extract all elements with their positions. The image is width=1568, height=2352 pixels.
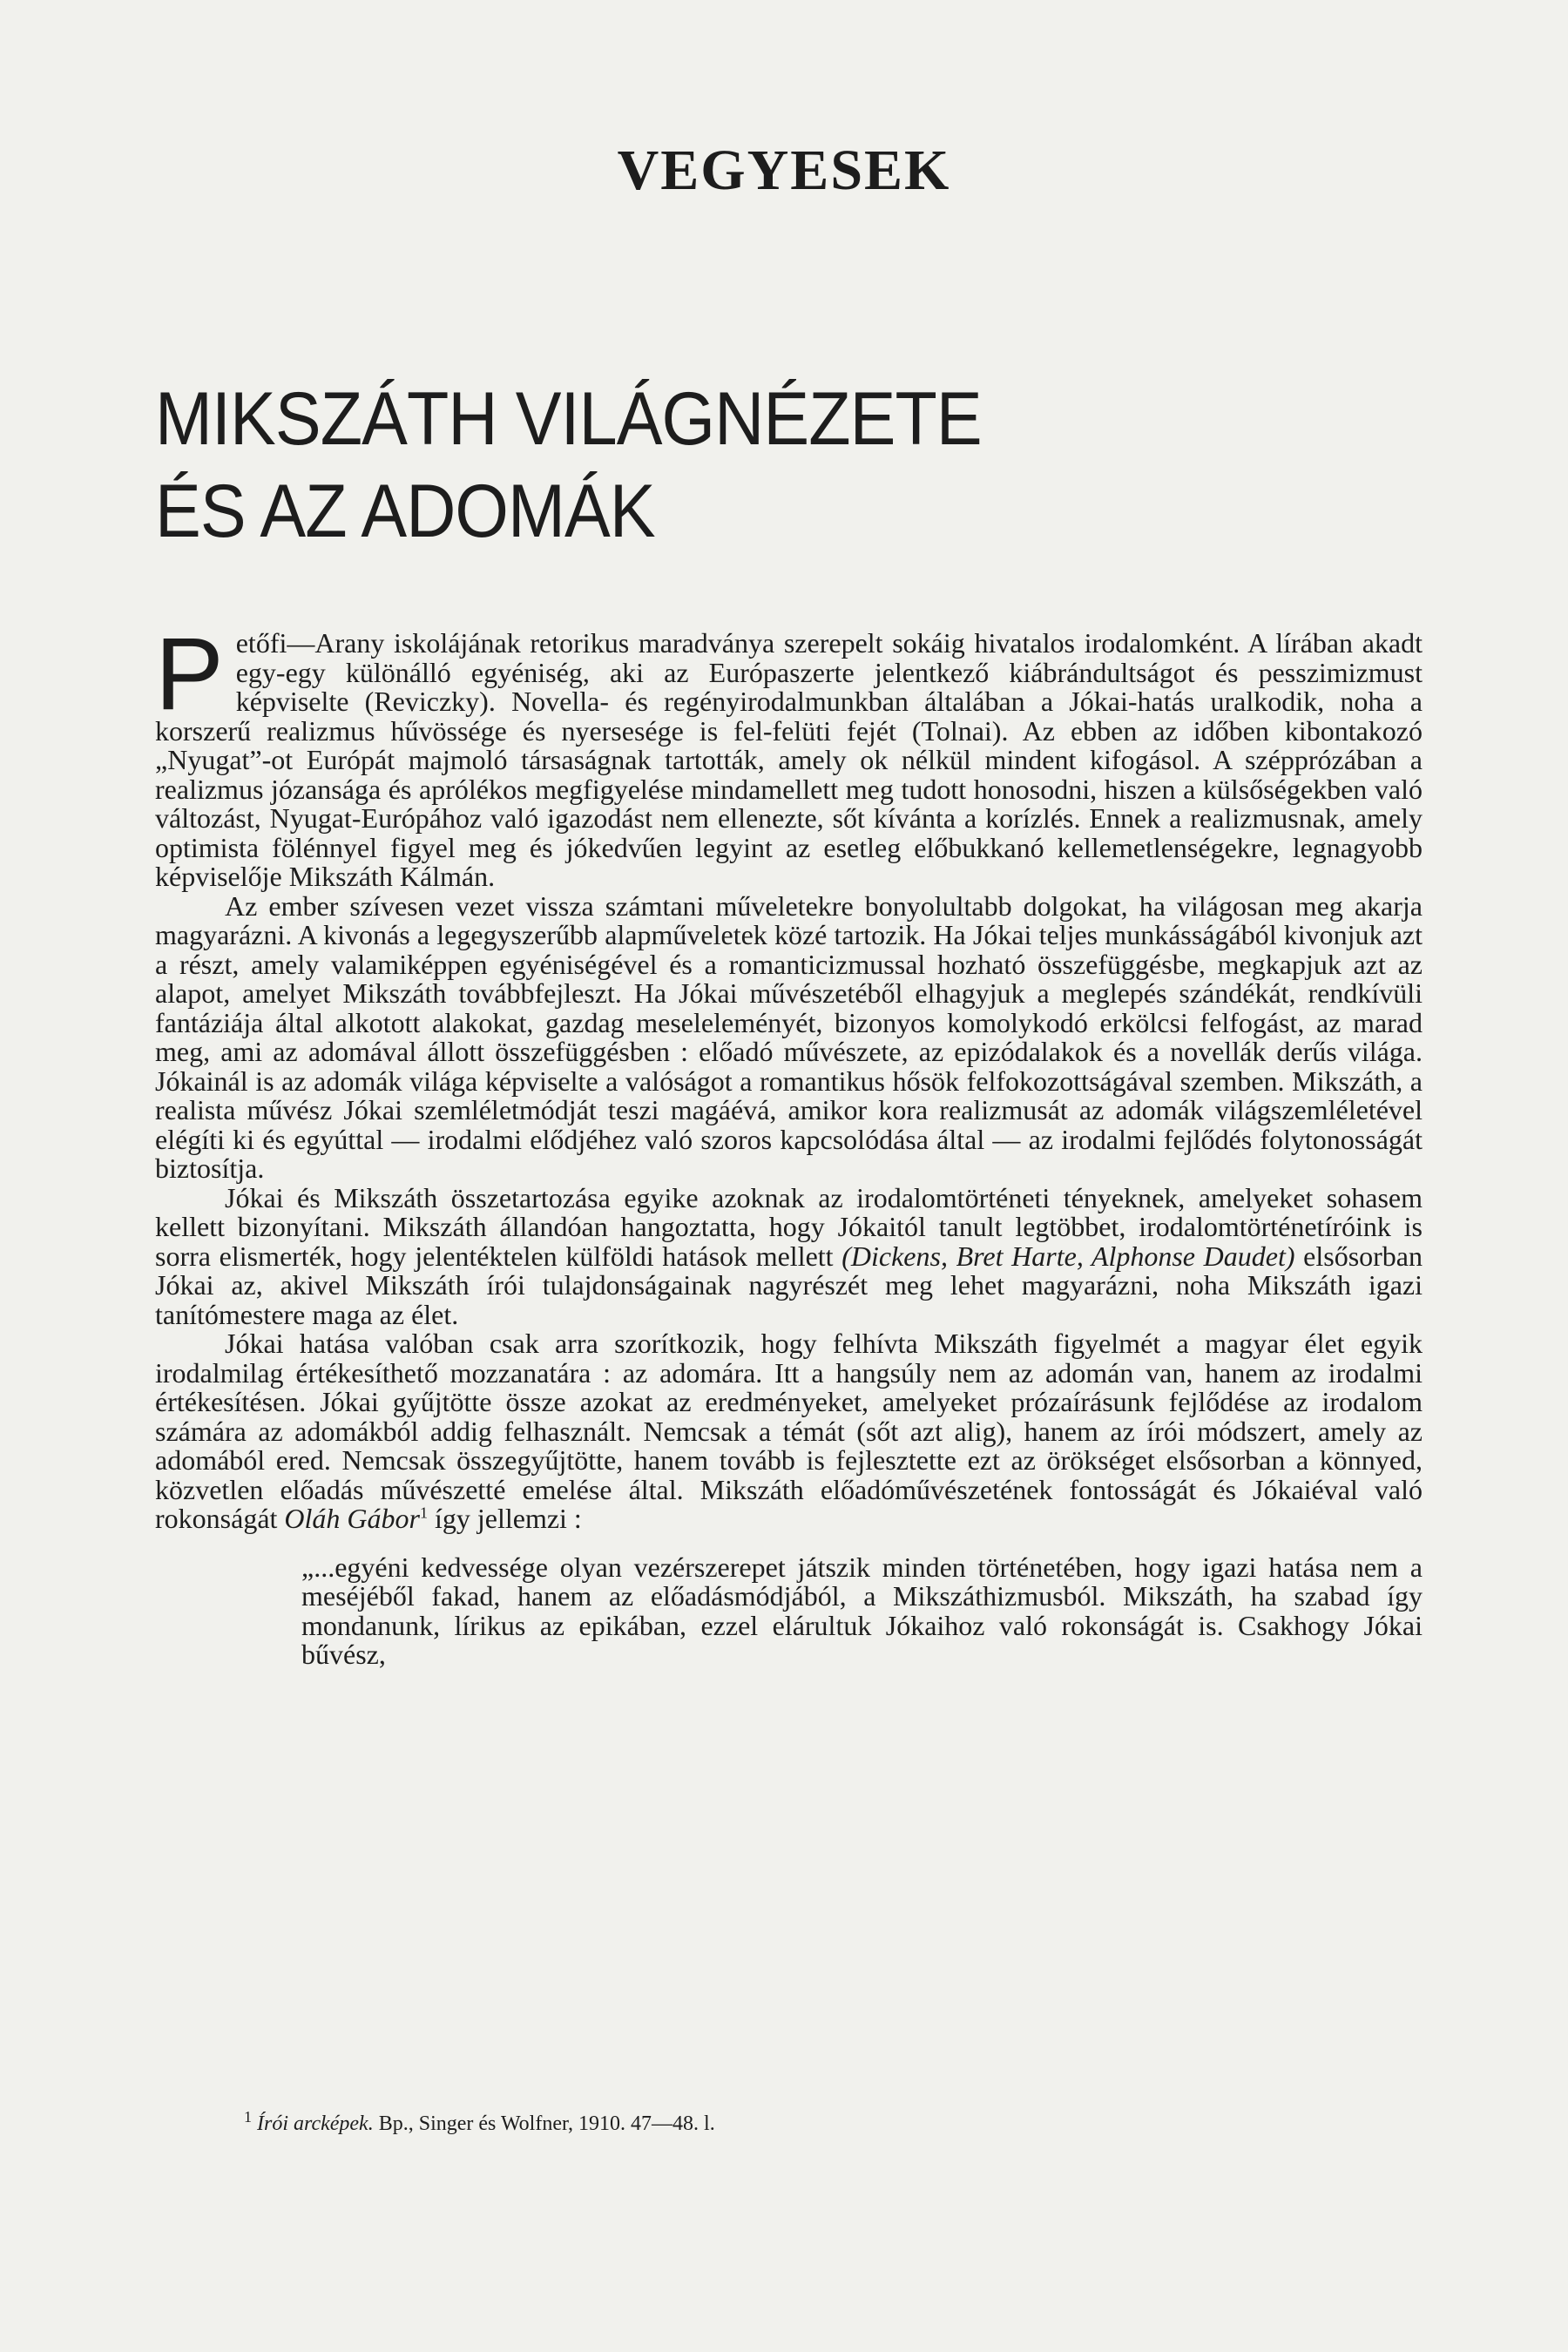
paragraph-3-text-a: Jókai és Mikszáth összetartozása egyike azoknak az irodalomtörténeti tényeknek, amelyeket sohasem kellett bizonyítani. Mikszáth állandóan hangoztatta, hogy Jókaitól tanult legtöbbet, irodalomtörténetíróink is sorra elismerték, hogy jelentéktelen külföldi hatások mellett (155, 1181, 1423, 1272)
drop-cap: P (155, 617, 224, 732)
footnote (244, 2108, 715, 2136)
footnote-text: Bp., Singer és Wolfner, 1910. 47—48. l. (373, 2112, 715, 2135)
footnote-number: 1 (244, 2108, 252, 2126)
section-title: VEGYESEK (617, 139, 951, 202)
block-quote: „...egyéni kedvessége olyan vezérszerepet játszik minden történetében, hogy igazi hatása nem a meséjéből fakad, hanem az előadásmódjából, a Mikszáthizmusból. Mikszáth, ha szabad így mondanunk, lírikus az epikában, ezzel elárultuk Jókaihoz való rokonságát is. Csakhogy Jókai bűvész, (301, 1551, 1423, 1670)
article-body (155, 617, 1423, 1670)
article-title (155, 373, 982, 558)
paragraph-3 (155, 1181, 1423, 1330)
paragraph-1-text: etőfi—Arany iskolájának retorikus maradványa szerepelt sokáig hivatalos irodalomként. A lírában akadt egy-egy különálló egyéniség, aki az Európaszerte jelentkező kiábrándultságot és pesszimizmust képviselte (Reviczky). Novella- és regényirodalmunkban általában a Jókai-hatás uralkodik, noha a korszerű realizmus hűvössége és nyersesége is fel-felüti fejét (Tolnai). Az ebben az időben kibontakozó „Nyugat”-ot Európát majmoló társaságnak tartották, amely ok nélkül mindent kifogásol. A szépprózában a realizmus józansága és aprólékos megfigyelése mindamellett meg tudott honosodni, hiszen a külsőségekben való változást, Nyugat-Európához való igazodást nem ellenezte, sőt kívánta a korízlés. Ennek a realizmusnak, amely optimista fölénnyel figyel meg és jókedvűen legyint az esetleg előbukkanó kellemetlenségekre, legnagyobb képviselője Mikszáth Kálmán. (155, 627, 1423, 892)
article-title-line-1: MIKSZÁTH VILÁGNÉZETE (155, 377, 982, 461)
paragraph-4-text-a: Jókai hatása valóban csak arra szorítkozik, hogy felhívta Mikszáth figyelmét a magyar élet egyik irodalmilag értékesíthető mozzanatára : az adomára. Itt a hangsúly nem az adomán van, hanem az irodalmi értékesítésen. Jókai gyűjtötte össze azokat az eredményeket, amelyeket prózaírásunk fejlődése az irodalom számára az adomákból addig felhasznált. Nemcsak a témát (sőt azt alig), hanem az írói módszert, amely az adomából ered. Nemcsak összegyűjtötte, hanem tovább is fejlesztette ezt az örökséget elsősorban a könnyed, közvetlen előadás művészetté emelése által. Mikszáth előadóművészetének fontosságát és Jókaiéval való rokonságát (155, 1328, 1423, 1534)
paragraph-3-italic: (Dickens, Bret Harte, Alphonse Daudet) (841, 1240, 1295, 1272)
paragraph-2: Az ember szívesen vezet vissza számtani műveletekre bonyolultabb dolgokat, ha világosan meg akarja magyarázni. A kivonás a legegyszerűbb alapműveletek közé tartozik. Ha Jókai teljes munkásságából kivonjuk azt a részt, amely valamiképpen egyéniségével és a romanticizmussal hozható összefüggésbe, megkapjuk azt az alapot, amelyet Mikszáth továbbfejleszt. Ha Jókai művészetéből elhagyjuk a meglepés szándékát, rendkívüli fantáziája által alkotott alakokat, gazdag meseleleményét, bizonyos komolykodó erkölcsi felfogást, az marad meg, ami az adomával állott összefüggésben : előadó művészete, az epizódalakok és a novellák derűs világa. Jókainál is az adomák világa képviselte a valóságot a romantikus hősök felfokozottságával szemben. Mikszáth, a realista művész Jókai szemléletmódját teszi magáévá, amikor kora realizmusát az adomák világszemléletével elégíti ki és egyúttal — irodalmi elődjéhez való szoros kapcsolódása által — az irodalmi fejlődés folytonosságát biztosítja. (155, 889, 1423, 1184)
footnote-ref: 1 (419, 1504, 428, 1522)
paragraph-3-text-b: elsősorban Jókai az, akivel Mikszáth írói tulajdonságainak nagyrészét meg lehet magyarázni, noha Mikszáth igazi tanítómestere maga az élet. (155, 1240, 1423, 1330)
paragraph-1 (155, 617, 1423, 892)
article-title-line-2: ÉS AZ ADOMÁK (155, 470, 655, 553)
paragraph-4 (155, 1329, 1423, 1534)
footnote-italic: Írói arcképek. (257, 2112, 374, 2135)
paragraph-4-text-b: így jellemzi : (427, 1503, 582, 1534)
paragraph-4-italic: Oláh Gábor (284, 1503, 420, 1534)
